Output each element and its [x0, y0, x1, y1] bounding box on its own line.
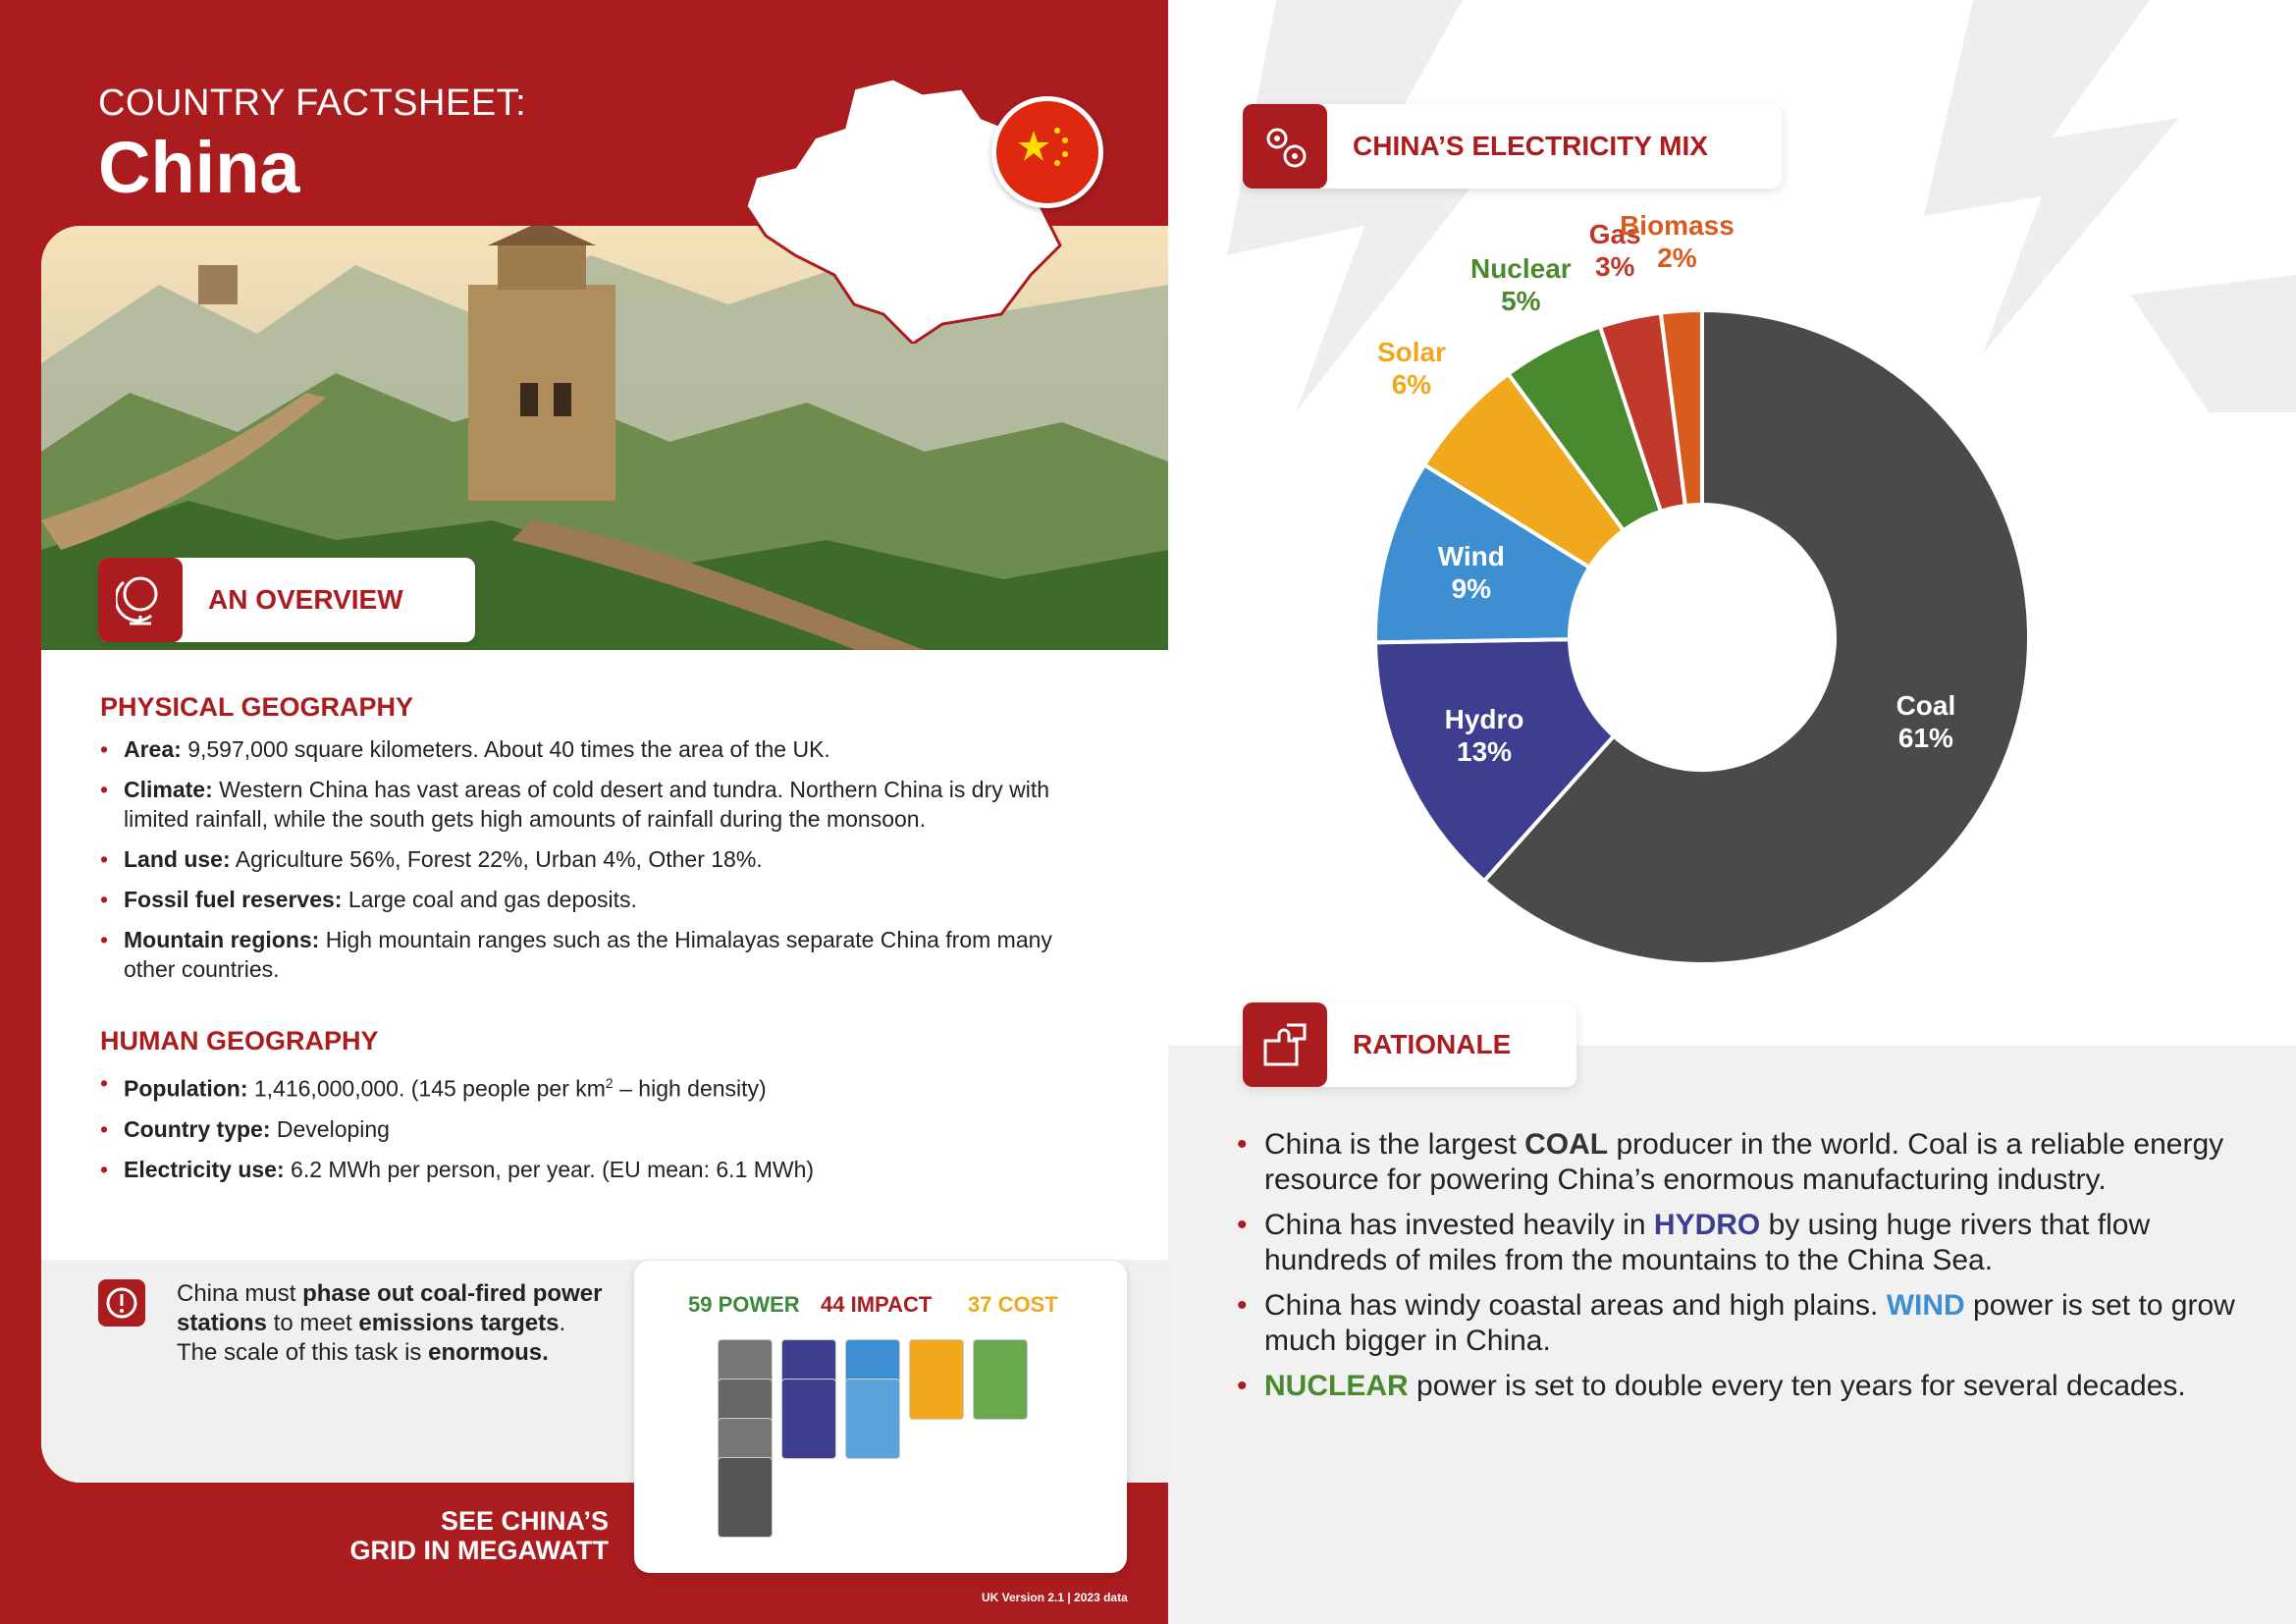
- fact-fossil-fuel: • Fossil fuel reserves: Large coal and gas deposits.: [100, 885, 1072, 914]
- factsheet-label: COUNTRY FACTSHEET:: [98, 82, 527, 124]
- rationale-tag-label: RATIONALE: [1353, 1029, 1512, 1059]
- rationale-item: • China is the largest COAL producer in the world. Coal is a reliable energy resource for powering China’s enormous manufacturing industry.: [1237, 1127, 2258, 1198]
- rationale-list: [1237, 1127, 2258, 1414]
- donut-label-wind: Wind 9%: [1437, 540, 1505, 604]
- fact-population: • Population: 1,416,000,000. (145 people per $km^2$ – high density): [100, 1068, 1072, 1104]
- donut-label-biomass: Biomass 2%: [1620, 209, 1735, 273]
- fact-electricity-use: • Electricity use: 6.2 MWh per person, per year. (EU mean: 6.1 MWh): [100, 1155, 1072, 1184]
- overview-tag: [98, 558, 475, 642]
- physical-geography-heading: PHYSICAL GEOGRAPHY: [100, 692, 414, 722]
- version-label: UK Version 2.1 | 2023 data: [982, 1591, 1128, 1604]
- fact-climate: • Climate: Western China has vast areas of cold desert and tundra. Northern China is dry with limited rainfall, while the south gets high amounts of rainfall during the monsoon.: [100, 775, 1072, 834]
- donut-label-nuclear: Nuclear 5%: [1469, 252, 1572, 316]
- electricity-tag-label: CHINA’S ELECTRICITY MIX: [1353, 131, 1708, 161]
- donut-label-hydro: Hydro 13%: [1444, 704, 1524, 768]
- puzzle-icon: [1243, 1002, 1327, 1087]
- game-cards-panel[interactable]: [634, 1261, 1127, 1573]
- physical-facts-list: [100, 734, 1072, 995]
- fact-country-type: • Country type: Developing: [100, 1114, 1072, 1144]
- donut-label-gas: Gas 3%: [1588, 218, 1641, 282]
- donut-label-solar: Solar 6%: [1376, 336, 1446, 400]
- fact-mountains: • Mountain regions: High mountain ranges such as the Himalayas separate China from many other countries.: [100, 925, 1072, 984]
- human-facts-list: [100, 1068, 1072, 1195]
- china-flag: [991, 96, 1103, 208]
- alert-icon: [98, 1279, 145, 1326]
- globe-icon: [98, 558, 183, 642]
- rationale-item: • NUCLEAR power is set to double every ten years for several decades.: [1237, 1369, 2258, 1404]
- impact-stat: 44 IMPACT: [821, 1292, 933, 1317]
- fact-land-use: • Land use: Agriculture 56%, Forest 22%, Urban 4%, Other 18%.: [100, 844, 1072, 874]
- right-panel: [1168, 0, 2296, 1624]
- power-stat: 59 POWER: [688, 1292, 800, 1317]
- warning-text: China must phase out coal-fired power stations to meet emissions targets. The scale of this task is enormous.: [177, 1280, 603, 1366]
- country-title: China: [98, 127, 300, 208]
- overview-tag-label: AN OVERVIEW: [208, 584, 403, 615]
- fact-area: • Area: 9,597,000 square kilometers. About 40 times the area of the UK.: [100, 734, 1072, 764]
- rationale-tag: [1243, 1002, 1576, 1087]
- electricity-mix-donut-chart: [1168, 0, 2296, 1046]
- rationale-item: • China has invested heavily in HYDRO by using huge rivers that flow hundreds of miles from the mountains to the China Sea.: [1237, 1208, 2258, 1278]
- human-geography-heading: HUMAN GEOGRAPHY: [100, 1026, 379, 1056]
- rationale-item: • China has windy coastal areas and high plains. WIND power is set to grow much bigger in China.: [1237, 1288, 2258, 1359]
- see-grid-link[interactable]: SEE CHINA’S GRID IN MEGAWATT: [349, 1506, 609, 1565]
- donut-label-coal: Coal 61%: [1896, 690, 1956, 754]
- cost-stat: 37 COST: [968, 1292, 1058, 1317]
